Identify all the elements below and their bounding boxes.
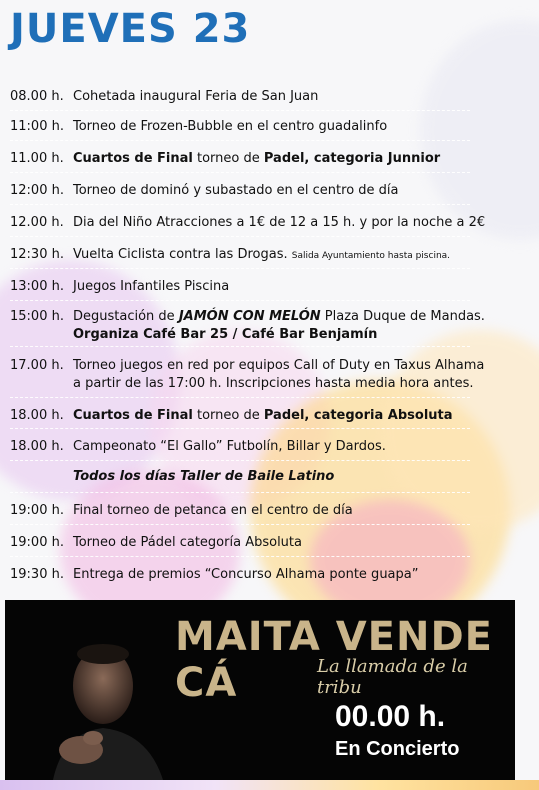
event-description (73, 438, 533, 456)
event-description (73, 407, 533, 425)
event-text-part: Juegos Infantiles Piscina (73, 279, 230, 294)
concert-time: 00.00 h. (335, 700, 446, 733)
event-row (10, 308, 533, 344)
concert-banner (5, 600, 515, 780)
event-text-part: torneo de (192, 151, 264, 166)
row-separator (10, 140, 470, 141)
row-separator (10, 397, 470, 398)
row-separator (10, 556, 470, 557)
event-description (73, 118, 533, 136)
event-time: 12:30 h. (10, 247, 64, 262)
page-title: JUEVES 23 (10, 6, 251, 52)
concert-label: En Concierto (335, 738, 460, 760)
row-separator (10, 236, 470, 237)
event-time: 12:00 h. (10, 183, 64, 198)
event-row (10, 246, 533, 265)
event-text-part: Salida Ayuntamiento hasta piscina. (291, 251, 451, 261)
banner-subtitle: La llamada de la tribu (317, 656, 468, 698)
row-separator (10, 524, 470, 525)
row-separator (10, 300, 470, 301)
row-separator (10, 172, 470, 173)
event-description (73, 88, 533, 106)
event-text-part: torneo de (192, 408, 264, 423)
event-description (73, 566, 533, 584)
row-separator (10, 460, 470, 461)
row-separator (10, 110, 470, 111)
event-text-part: Degustación de (73, 309, 179, 324)
event-description (73, 502, 533, 520)
event-row (10, 278, 533, 296)
event-time: 19:00 h. (10, 535, 64, 550)
event-row (10, 88, 533, 106)
event-text-part: Torneo de dominó y subastado en el centro de día (73, 183, 399, 198)
event-description-line2: Organiza Café Bar 25 / Café Bar Benjamín (73, 327, 378, 342)
event-time: 19:30 h. (10, 567, 64, 582)
event-text-part: Todos los días Taller de Baile Latino (73, 469, 335, 484)
row-separator (10, 346, 470, 347)
event-description (73, 357, 533, 393)
event-description (73, 308, 533, 344)
event-time: 12.00 h. (10, 215, 64, 230)
row-separator (10, 428, 470, 429)
event-description (73, 278, 533, 296)
event-text-part: Padel, categoria Absoluta (263, 408, 453, 423)
event-description (73, 150, 533, 168)
event-text-part: Final torneo de petanca en el centro de día (73, 503, 353, 518)
event-text-part: Cuartos de Final (73, 408, 193, 423)
bottom-decoration (0, 780, 539, 790)
event-row (10, 502, 533, 520)
event-time: 18.00 h. (10, 408, 64, 423)
event-time: 13:00 h. (10, 279, 64, 294)
event-row (10, 566, 533, 584)
event-description (73, 534, 533, 552)
event-row (73, 468, 533, 486)
artist-photo (33, 638, 193, 780)
event-row (10, 150, 533, 168)
event-text-part: JAMÓN CON MELÓN (178, 309, 321, 324)
event-text-part: Cuartos de Final (73, 151, 193, 166)
event-text-part: Vuelta Ciclista contra las Drogas. (73, 247, 292, 262)
row-separator (10, 268, 470, 269)
event-time: 19:00 h. (10, 503, 64, 518)
event-text-part: Torneo de Pádel categoría Absoluta (73, 535, 302, 550)
event-description-line2: a partir de las 17:00 h. Inscripciones hasta media hora antes. (73, 376, 474, 391)
event-time: 15:00 h. (10, 309, 64, 324)
event-row (10, 182, 533, 200)
event-row (10, 118, 533, 136)
event-time: 11:00 h. (10, 119, 64, 134)
event-text-part: Campeonato “El Gallo” Futbolín, Billar y Dardos. (73, 439, 386, 454)
event-text-part: Entrega de premios “Concurso Alhama ponte guapa” (73, 567, 419, 582)
event-description (73, 182, 533, 200)
event-text-part: Plaza Duque de Mandas. (320, 309, 485, 324)
event-row (10, 214, 533, 232)
event-description (73, 468, 533, 486)
event-row (10, 357, 533, 393)
event-text-part: Padel, categoria Junnior (263, 151, 441, 166)
event-description (73, 214, 533, 232)
event-row (10, 407, 533, 425)
row-separator (10, 492, 470, 493)
event-text-part: Torneo juegos en red por equipos Call of Duty en Taxus Alhama (73, 358, 485, 373)
event-time: 08.00 h. (10, 89, 64, 104)
event-time: 18.00 h. (10, 439, 64, 454)
row-separator (10, 204, 470, 205)
event-time: 11.00 h. (10, 151, 64, 166)
event-text-part: Dia del Niño Atracciones a 1€ de 12 a 15 h. y por la noche a 2€ (73, 215, 486, 230)
event-row (10, 534, 533, 552)
banner-headline: MAITA VENDE CÁ (175, 614, 493, 706)
event-row (10, 438, 533, 456)
event-text-part: Torneo de Frozen-Bubble en el centro guadalinfo (73, 119, 388, 134)
event-time: 17.00 h. (10, 358, 64, 373)
event-description (73, 246, 533, 265)
event-text-part: Cohetada inaugural Feria de San Juan (73, 89, 319, 104)
